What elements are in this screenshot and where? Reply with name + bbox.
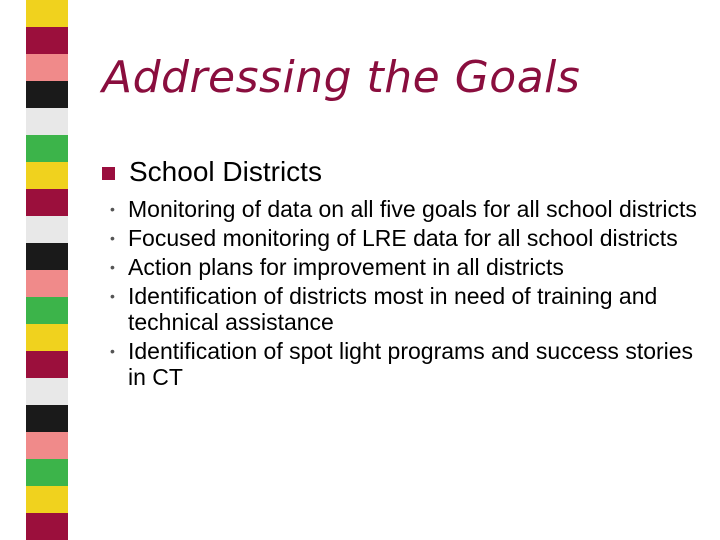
stripe-segment xyxy=(26,54,68,81)
bullet-icon: • xyxy=(110,259,115,275)
heading-bullet xyxy=(102,156,322,188)
stripe-segment xyxy=(26,297,68,324)
bullet-list xyxy=(110,196,710,393)
stripe-segment xyxy=(26,378,68,405)
list-item-text: Focused monitoring of LRE data for all school districts xyxy=(128,225,678,251)
stripe-segment xyxy=(26,270,68,297)
list-item-text: Identification of districts most in need of training and technical assistance xyxy=(128,283,658,335)
stripe-segment xyxy=(26,189,68,216)
list-item xyxy=(110,338,710,390)
bullet-icon: • xyxy=(110,230,115,246)
bullet-icon: • xyxy=(110,288,115,304)
list-item-text: Monitoring of data on all five goals for all school districts xyxy=(128,196,697,222)
stripe-segment xyxy=(26,81,68,108)
stripe-segment xyxy=(26,432,68,459)
list-item xyxy=(110,254,710,280)
bullet-icon: • xyxy=(110,201,115,217)
list-item xyxy=(110,196,710,222)
stripe-segment xyxy=(26,0,68,27)
stripe-segment xyxy=(26,351,68,378)
bullet-icon: • xyxy=(110,343,115,359)
stripe-segment xyxy=(26,27,68,54)
list-item xyxy=(110,283,710,335)
stripe-segment xyxy=(26,459,68,486)
stripe-segment xyxy=(26,243,68,270)
stripe-segment xyxy=(26,324,68,351)
list-item-text: Action plans for improvement in all districts xyxy=(128,254,564,280)
stripe-segment xyxy=(26,513,68,540)
stripe-segment xyxy=(26,162,68,189)
list-item-text: Identification of spot light programs and success stories in CT xyxy=(128,338,694,390)
heading-text: School Districts xyxy=(129,156,322,187)
stripe-segment xyxy=(26,216,68,243)
list-item xyxy=(110,225,710,251)
stripe-segment xyxy=(26,135,68,162)
square-bullet-icon xyxy=(102,167,115,180)
slide-title: Addressing the Goals xyxy=(102,52,581,103)
decorative-stripe-bar xyxy=(26,0,68,540)
stripe-segment xyxy=(26,405,68,432)
stripe-segment xyxy=(26,486,68,513)
stripe-segment xyxy=(26,108,68,135)
